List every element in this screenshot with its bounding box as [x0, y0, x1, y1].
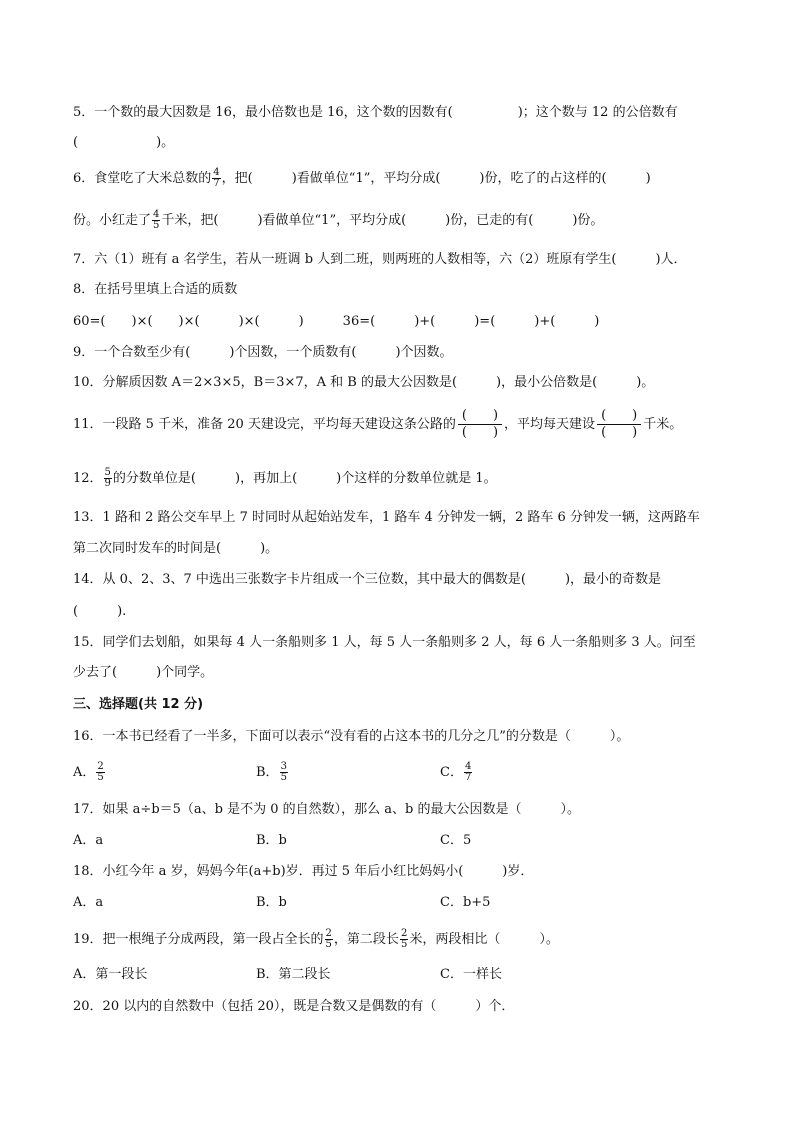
section-heading: 三、选择题(共 12 分) [73, 697, 204, 712]
fraction: $\frac{2}{5}$ [400, 928, 408, 950]
question-14-line-2: ( ). [73, 604, 127, 619]
question-19 [73, 929, 559, 950]
fraction: $\frac{4}{5}$ [153, 209, 160, 231]
fraction: $\frac{5}{9}$ [104, 467, 111, 489]
question-7: 7．六（1）班有 a 名学生，若从一班调 b 人到二班，则两班的人数相等，六（2）班原有学生( )人． [73, 252, 687, 267]
q11-text: 11．一段路 5 千米，准备 20 天建设完，平均每天建设这条公路的 [73, 417, 456, 432]
question-11 [73, 408, 682, 441]
fraction: $\frac{4}{7}$ [213, 167, 220, 189]
q6-text: 千米，把( )看做单位“1”，平均分成( )份，已走的有( )份。 [161, 213, 604, 228]
fraction: $\frac{4}{7}$ [464, 761, 472, 783]
q11-text: ，平均每天建设 [504, 417, 596, 432]
option-c: C．5 [440, 833, 472, 848]
blank-fraction: $\frac{( )}{( )}$ [458, 408, 502, 441]
q11-text: 千米。 [643, 417, 683, 432]
q6-text: 份。小红走了 [73, 213, 152, 228]
q6-text: 6．食堂吃了大米总数的 [73, 171, 212, 186]
question-20: 20．20 以内的自然数中（包括 20），既是合数又是偶数的有（ ）个． [73, 999, 515, 1014]
option-b: B．第二段长 [256, 967, 331, 982]
option-c: C．b+5 [440, 895, 491, 910]
fraction: $\frac{2}{5}$ [325, 928, 332, 950]
option-a: A．a [73, 833, 104, 848]
question-6-line-2 [73, 210, 603, 231]
question-12 [73, 468, 497, 489]
question-17: 17．如果 a÷b＝5（a、b 是不为 0 的自然数），那么 a、b 的最大公因数是（ ）。 [73, 802, 580, 817]
fraction: $\frac{2}{5}$ [97, 761, 104, 783]
question-15-line-1: 15．同学们去划船，如果每 4 人一条船则多 1 人，每 5 人一条船则多 2 人，每 6 人一条船则多 3 人。问至 [73, 635, 696, 650]
q19-text: ，第二段长 [333, 932, 399, 947]
question-9: 9．一个合数至少有( )个因数，一个质数有( )个因数。 [73, 345, 453, 360]
question-6-line-1 [73, 168, 651, 189]
option-a: A．第一段长 [73, 967, 148, 982]
question-10: 10．分解质因数 A＝2×3×5，B＝3×7，A 和 B 的最大公因数是( )，最小公倍数是( )。 [73, 375, 655, 390]
option-b: B．b [256, 895, 287, 910]
question-13-line-1: 13．1 路和 2 路公交车早上 7 时同时从起始站发车，1 路车 4 分钟发一辆，2 路车 6 分钟发一辆，这两路车 [73, 510, 700, 525]
q12-text: 12． [73, 471, 103, 486]
option-c: C．一样长 [440, 967, 502, 982]
question-14-line-1: 14．从 0、2、3、7 中选出三张数字卡片组成一个三位数，其中最大的偶数是( )，最小的奇数是 [73, 572, 662, 587]
question-18: 18．小红今年 a 岁，妈妈今年(a+b)岁．再过 5 年后小红比妈妈小( )岁． [73, 864, 534, 879]
option-b: B． $\frac{3}{5}$ [256, 761, 287, 783]
q19-text: 米，两段相比（ ）。 [409, 932, 559, 947]
question-8-line-1: 8．在括号里填上合适的质数 [73, 282, 238, 297]
question-15-line-2: 少去了( )个同学。 [73, 665, 214, 680]
option-c: C． $\frac{4}{7}$ [440, 761, 472, 783]
option-b: B．b [256, 833, 287, 848]
fraction: $\frac{3}{5}$ [280, 761, 287, 783]
q6-text: ，把( )看做单位“1”，平均分成( )份，吃了的占这样的( ) [221, 171, 651, 186]
question-5-line-2: ( )。 [73, 135, 175, 150]
blank-fraction: $\frac{( )}{( )}$ [597, 408, 641, 441]
question-8-line-2: 60=( )×( )×( )×( ) 36=( )+( )=( )+( ) [73, 314, 600, 329]
q12-text: 的分数单位是( )，再加上( )个这样的分数单位就是 1。 [112, 471, 497, 486]
question-16: 16．一本书已经看了一半多，下面可以表示“没有看的占这本书的几分之几”的分数是（ ）。 [73, 729, 630, 744]
q19-text: 19．把一根绳子分成两段，第一段占全长的 [73, 932, 324, 947]
question-13-line-2: 第二次同时发车的时间是( )。 [73, 541, 279, 556]
question-5-line-1: 5．一个数的最大因数是 16，最小倍数也是 16，这个数的因数有( )；这个数与 12 的公倍数有 [73, 105, 678, 120]
option-a: A． $\frac{2}{5}$ [73, 761, 104, 783]
option-a: A．a [73, 895, 104, 910]
